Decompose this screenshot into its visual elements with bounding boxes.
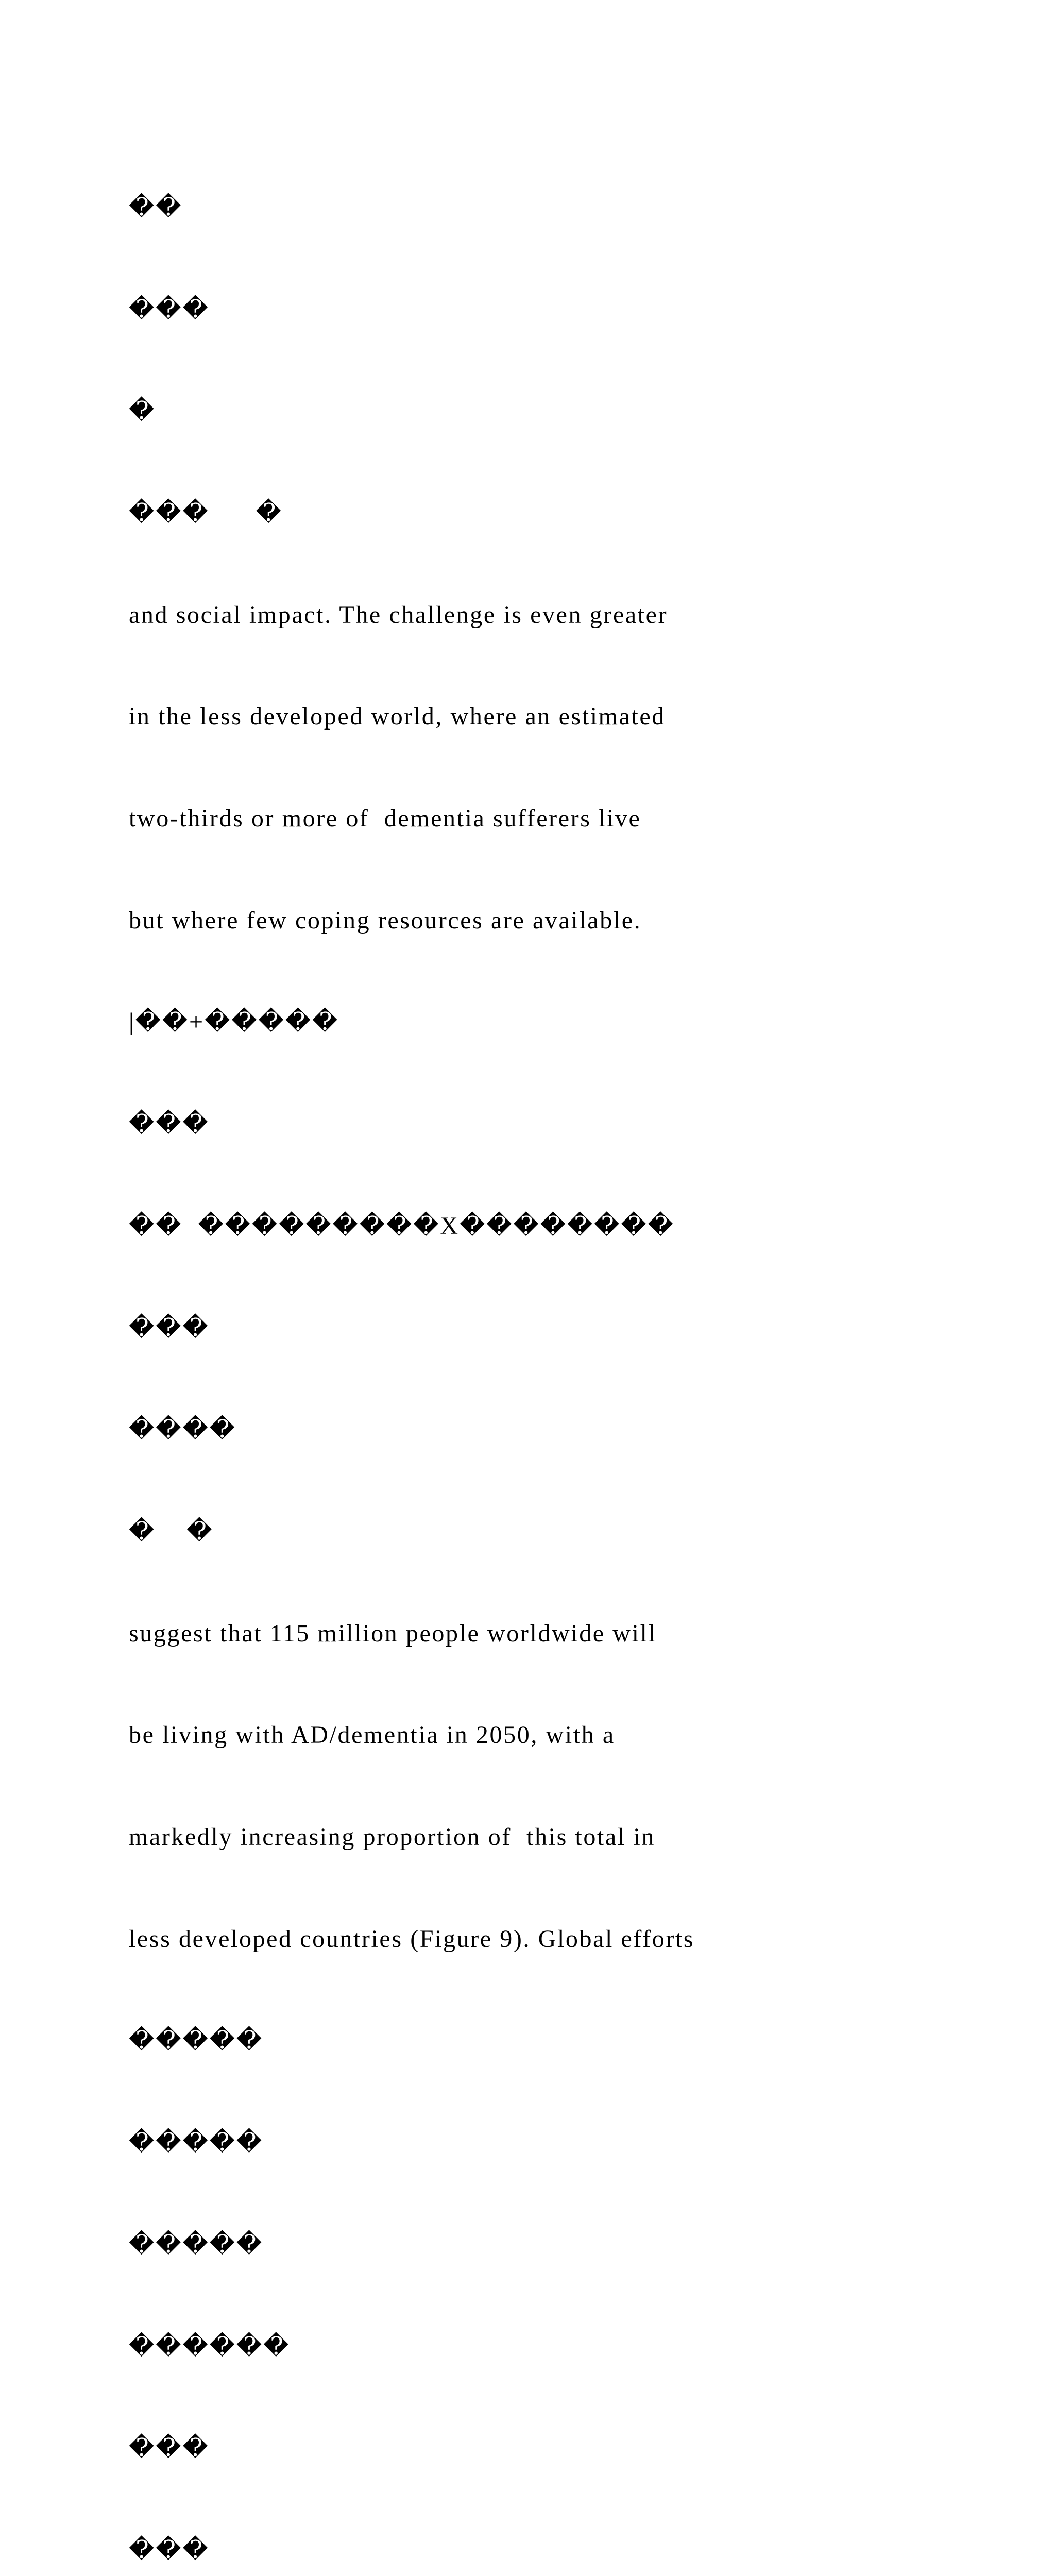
text-line: markedly increasing proportion of this total in [129,1823,655,1851]
text-line: but where few coping resources are available. [129,906,642,934]
text-line: two-thirds or more of dementia sufferers live [129,805,641,833]
text-line: less developed countries (Figure 9). Global efforts [129,1925,695,1953]
garbled-line: � � [129,1517,214,1545]
garbled-line: |��+����� [129,1008,339,1036]
text-line: suggest that 115 million people worldwide will [129,1619,657,1647]
text-line: and social impact. The challenge is even greater [129,601,668,629]
garbled-line: �� ���������X�������� [129,1212,675,1240]
text-line: be living with AD/dementia in 2050, with a [129,1721,615,1749]
text-line: in the less developed world, where an estimated [129,703,666,731]
garbled-line: �� [129,193,183,221]
garbled-line: ����� [129,2230,264,2258]
garbled-line: ��� [129,1110,210,1138]
garbled-line: ������ [129,2332,291,2360]
garbled-line: ��� [129,1314,210,1342]
garbled-line: ��� � [129,499,283,527]
document-text [129,123,953,2576]
garbled-line: ����� [129,2129,264,2157]
garbled-line: ����� [129,2027,264,2055]
garbled-line: ��� [129,2434,210,2462]
garbled-line: ��� [129,295,210,323]
garbled-line: ���� [129,1416,236,1444]
garbled-line: � [129,397,156,425]
garbled-line: ��� [129,2536,210,2564]
